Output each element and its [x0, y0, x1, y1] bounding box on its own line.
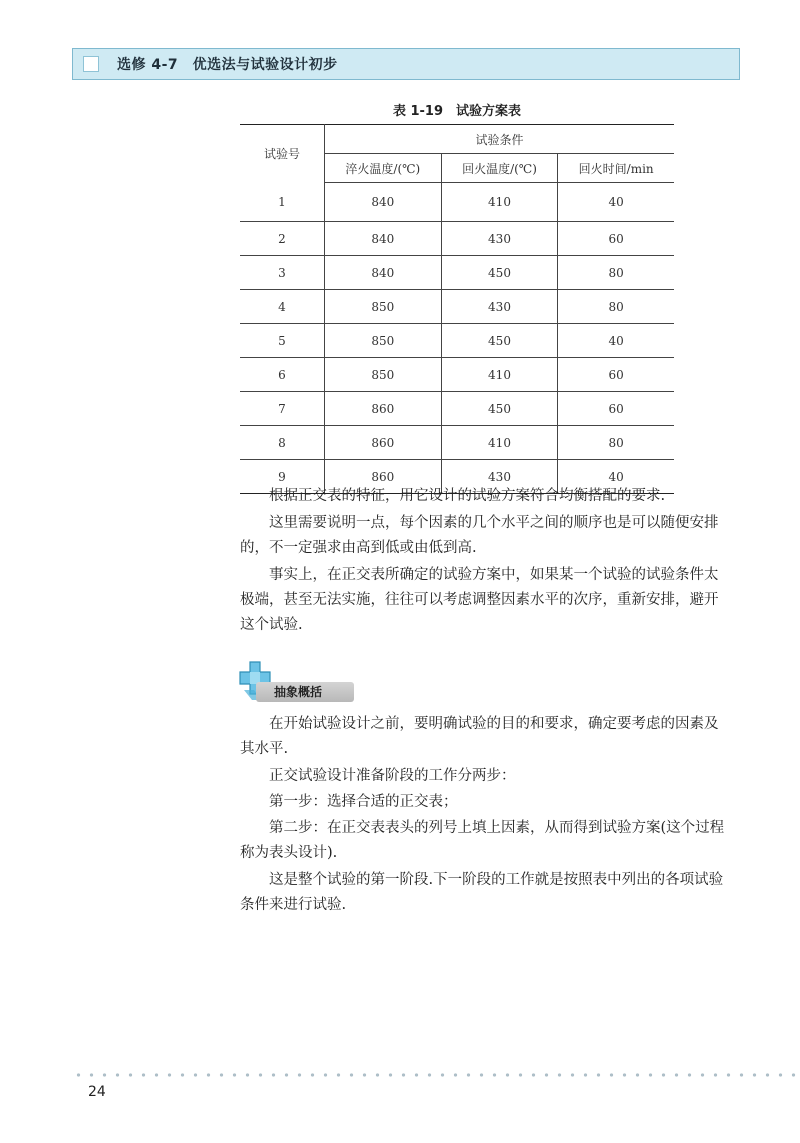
summary-paragraph: 正交试验设计准备阶段的工作分两步： [269, 768, 516, 784]
cell-trial-no: 6 [240, 358, 325, 392]
chapter-header [72, 48, 740, 80]
table-caption: 表 1-19 试验方案表 [392, 104, 522, 119]
cell-temper-temp: 430 [441, 222, 558, 256]
header-trial-no: 试验号 [240, 125, 325, 183]
cell-trial-no: 2 [240, 222, 325, 256]
cell-quench-temp: 840 [325, 222, 442, 256]
cell-quench-temp: 850 [325, 290, 442, 324]
cell-temper-temp: 450 [441, 392, 558, 426]
body-paragraph: 这里需要说明一点，每个因素的几个水平之间的顺序也是可以随便安排的，不一定强求由高到低或由低到高. [240, 515, 719, 556]
table-row [240, 290, 674, 324]
cell-temper-time: 80 [558, 290, 674, 324]
cell-trial-no: 4 [240, 290, 325, 324]
cell-temper-temp: 430 [441, 290, 558, 324]
cell-temper-temp: 450 [441, 256, 558, 290]
cell-trial-no: 1 [240, 183, 325, 222]
cell-temper-time: 80 [558, 426, 674, 460]
cell-temper-time: 40 [558, 460, 674, 494]
cell-quench-temp: 860 [325, 392, 442, 426]
cell-temper-time: 40 [558, 183, 674, 222]
table-row [240, 324, 674, 358]
cell-temper-time: 60 [558, 222, 674, 256]
cell-trial-no: 3 [240, 256, 325, 290]
header-quench-temp: 淬火温度/(℃) [325, 154, 442, 183]
cell-quench-temp: 860 [325, 426, 442, 460]
body-paragraph: 根据正交表的特征，用它设计的试验方案符合均衡搭配的要求. [269, 488, 666, 504]
cell-trial-no: 8 [240, 426, 325, 460]
table-row [240, 358, 674, 392]
table-row [240, 183, 674, 222]
cell-temper-time: 60 [558, 358, 674, 392]
table-row [240, 222, 674, 256]
header-conditions: 试验条件 [325, 125, 675, 154]
cell-quench-temp: 840 [325, 256, 442, 290]
cell-temper-temp: 410 [441, 183, 558, 222]
cell-trial-no: 7 [240, 392, 325, 426]
header-square-icon [83, 56, 99, 72]
chapter-title: 选修 4-7 优选法与试验设计初步 [117, 57, 338, 73]
cell-temper-temp: 450 [441, 324, 558, 358]
table-row [240, 256, 674, 290]
summary-badge-label: 抽象概括 [274, 685, 323, 699]
cell-temper-time: 40 [558, 324, 674, 358]
summary-badge [236, 660, 356, 708]
cell-temper-temp: 410 [441, 426, 558, 460]
cell-trial-no: 5 [240, 324, 325, 358]
cell-quench-temp: 840 [325, 183, 442, 222]
footer-dotted-rule [72, 1073, 800, 1077]
cell-temper-temp: 430 [441, 460, 558, 494]
cell-quench-temp: 860 [325, 460, 442, 494]
cell-temper-time: 80 [558, 256, 674, 290]
cell-quench-temp: 850 [325, 358, 442, 392]
header-temper-time: 回火时间/min [558, 154, 674, 183]
table-row [240, 392, 674, 426]
experiment-plan-table [240, 124, 674, 494]
summary-paragraph: 第一步：选择合适的正交表； [269, 794, 458, 810]
summary-paragraph: 在开始试验设计之前，要明确试验的目的和要求，确定要考虑的因素及其水平. [240, 716, 719, 757]
header-temper-temp: 回火温度/(℃) [441, 154, 558, 183]
body-paragraph: 事实上，在正交表所确定的试验方案中，如果某一个试验的试验条件太极端，甚至无法实施，往往可以考虑调整因素水平的次序，重新安排，避开这个试验. [240, 567, 719, 633]
cell-temper-temp: 410 [441, 358, 558, 392]
page-number: 24 [88, 1084, 106, 1100]
cell-temper-time: 60 [558, 392, 674, 426]
cell-trial-no: 9 [240, 460, 325, 494]
summary-paragraph: 第二步：在正交表表头的列号上填上因素，从而得到试验方案(这个过程称为表头设计). [240, 820, 725, 861]
table-row [240, 426, 674, 460]
summary-paragraph: 这是整个试验的第一阶段.下一阶段的工作就是按照表中列出的各项试验条件来进行试验. [240, 872, 724, 913]
cell-quench-temp: 850 [325, 324, 442, 358]
